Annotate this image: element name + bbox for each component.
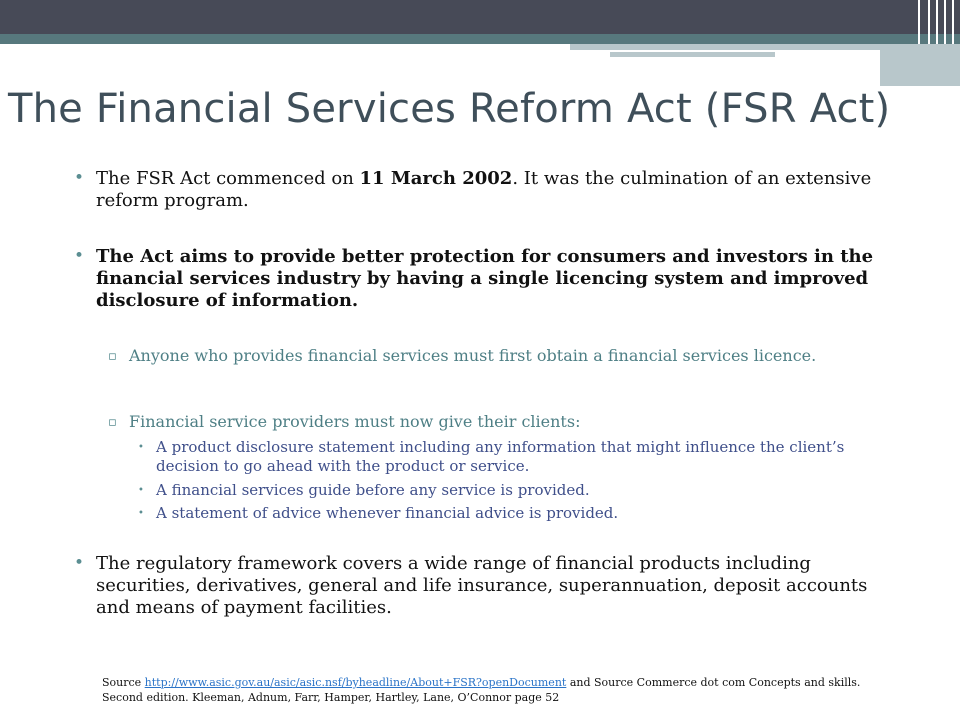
sub-sub-bullet-soa: A statement of advice whenever financial advice is provided. bbox=[156, 504, 619, 522]
bullet-regulatory-framework: The regulatory framework covers a wide range of financial products including securities, derivatives, general and life insurance, superannuation, deposit accounts and means of payment facilities. bbox=[96, 553, 868, 618]
sub-sub-bullet-icon: • bbox=[138, 442, 144, 453]
bullet-commenced bbox=[96, 168, 896, 212]
sub-bullet-providers: Financial service providers must now give their clients: bbox=[129, 412, 581, 431]
slide-title: The Financial Services Reform Act (FSR Act) bbox=[8, 86, 891, 132]
sub-bullet-icon: ▫ bbox=[108, 349, 117, 364]
source-link[interactable]: http://www.asic.gov.au/asic/asic.nsf/byheadline/About+FSR?openDocument bbox=[144, 676, 567, 689]
bullet-icon: • bbox=[74, 553, 85, 573]
sub-sub-bullet-pds: A product disclosure statement including any information that might influence the client’s decision to go ahead with the product or service. bbox=[156, 438, 845, 475]
source-citation bbox=[102, 675, 902, 705]
sub-sub-bullet-icon: • bbox=[138, 508, 144, 519]
bullet-date: 11 March 2002 bbox=[359, 168, 513, 189]
bullet-text: . It was the culmination of an extensive reform program. bbox=[96, 168, 872, 211]
sub-bullet-licence: Anyone who provides financial services must first obtain a financial services licence. bbox=[129, 346, 817, 365]
sub-sub-bullet-icon: • bbox=[138, 485, 144, 496]
bullet-text: The FSR Act commenced on bbox=[96, 168, 360, 189]
source-label: Source bbox=[102, 676, 145, 689]
bullet-icon: • bbox=[74, 168, 85, 188]
source-text: and Source Commerce dot com Concepts and skills. Second edition. Kleeman, Adnum, Farr, Hamper, Hartley, Lane, O’Connor page 52 bbox=[102, 676, 861, 704]
bullet-act-aims: The Act aims to provide better protection for consumers and investors in the financial services industry by having a single licencing system and improved disclosure of information. bbox=[96, 246, 874, 311]
sub-bullet-icon: ▫ bbox=[108, 415, 117, 430]
bullet-icon: • bbox=[74, 246, 85, 266]
sub-sub-bullet-fsg: A financial services guide before any service is provided. bbox=[156, 481, 590, 499]
